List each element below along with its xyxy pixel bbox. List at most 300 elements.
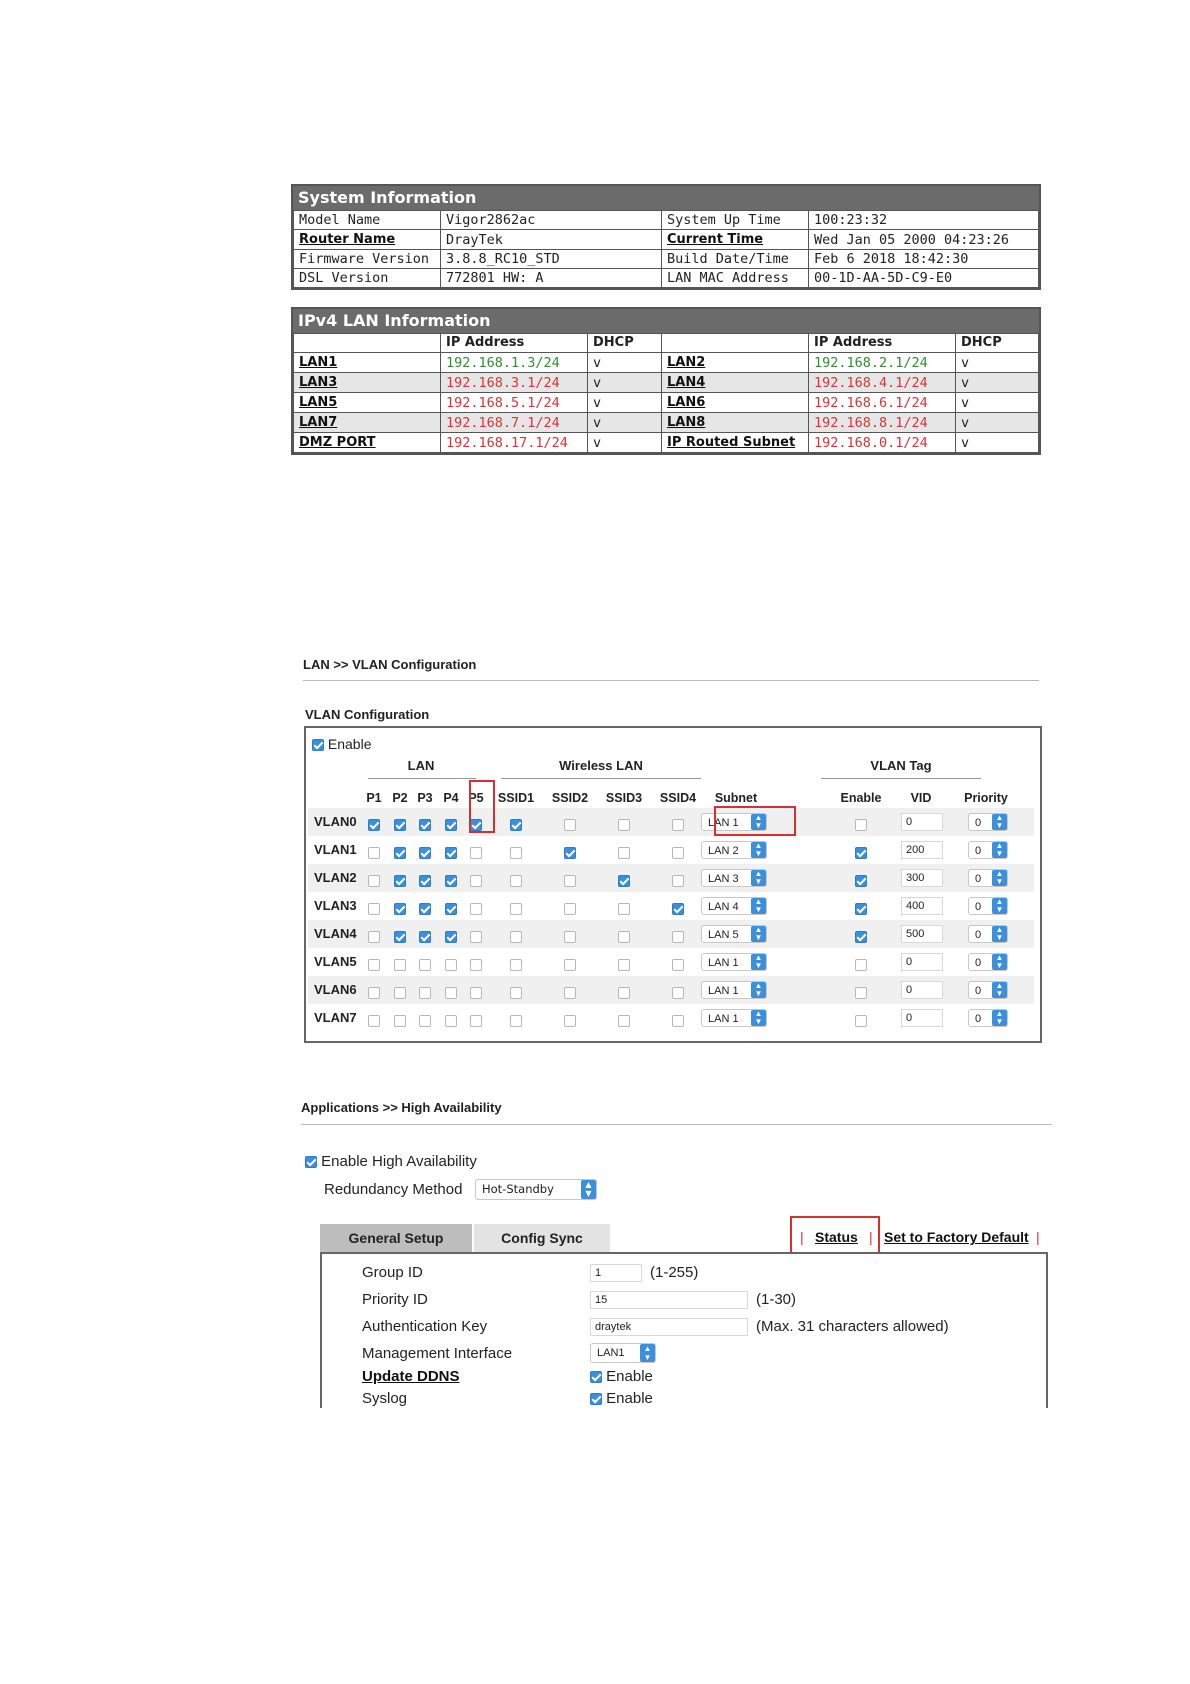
vlan-enable-checkbox[interactable] bbox=[312, 739, 324, 751]
p5-checkbox[interactable] bbox=[470, 903, 482, 915]
ssid4-checkbox[interactable] bbox=[672, 931, 684, 943]
ip-address-header: IP Address bbox=[809, 334, 956, 353]
firmware-version-value: 3.8.8_RC10_STD bbox=[441, 250, 662, 269]
select-arrows-icon: ▲ ▼ bbox=[992, 842, 1007, 858]
ssid2-checkbox[interactable] bbox=[564, 959, 576, 971]
ha-enable-row[interactable] bbox=[305, 1153, 477, 1170]
p3-checkbox[interactable] bbox=[419, 987, 431, 999]
authentication-key-input[interactable]: draytek bbox=[590, 1318, 748, 1336]
vid-input[interactable]: 500 bbox=[901, 925, 943, 943]
ssid2-checkbox[interactable] bbox=[564, 931, 576, 943]
ip-routed-subnet-link[interactable]: IP Routed Subnet bbox=[667, 435, 796, 450]
tab-general-setup[interactable]: General Setup bbox=[320, 1224, 472, 1252]
p5-cell bbox=[470, 1012, 482, 1030]
p3-checkbox[interactable] bbox=[419, 875, 431, 887]
column-header-p3: P3 bbox=[417, 791, 433, 805]
ssid3-checkbox[interactable] bbox=[618, 987, 630, 999]
priority-select[interactable] bbox=[968, 813, 1008, 831]
redundancy-method-label: Redundancy Method bbox=[324, 1181, 463, 1198]
update-ddns-checkbox[interactable] bbox=[590, 1371, 602, 1383]
subnet-select[interactable] bbox=[701, 1009, 767, 1027]
p3-checkbox[interactable] bbox=[419, 819, 431, 831]
p5-cell bbox=[470, 844, 482, 862]
p3-checkbox[interactable] bbox=[419, 903, 431, 915]
p1-cell bbox=[368, 928, 380, 946]
table-row bbox=[308, 808, 1034, 836]
p5-checkbox[interactable] bbox=[470, 931, 482, 943]
vlan-breadcrumb: LAN >> VLAN Configuration bbox=[303, 657, 477, 672]
ssid2-checkbox[interactable] bbox=[564, 903, 576, 915]
select-arrows-icon: ▲ ▼ bbox=[751, 954, 766, 970]
dsl-version-value: 772801 HW: A bbox=[441, 269, 662, 288]
table-row bbox=[294, 250, 1039, 269]
ha-enable-checkbox[interactable] bbox=[305, 1156, 317, 1168]
priority-id-label: Priority ID bbox=[362, 1291, 428, 1308]
ssid2-cell bbox=[564, 900, 576, 918]
vlan-row-label: VLAN2 bbox=[314, 870, 357, 885]
p2-cell bbox=[394, 816, 406, 834]
redundancy-method-select[interactable] bbox=[475, 1179, 597, 1200]
ssid3-checkbox[interactable] bbox=[618, 903, 630, 915]
lan-mac-label: LAN MAC Address bbox=[662, 269, 809, 288]
vlan-row-label: VLAN6 bbox=[314, 982, 357, 997]
p3-cell bbox=[419, 984, 431, 1002]
group-id-hint: (1-255) bbox=[650, 1264, 699, 1281]
authentication-key-label: Authentication Key bbox=[362, 1318, 488, 1335]
tag-enable-cell bbox=[855, 984, 867, 1002]
lan6-link[interactable]: LAN6 bbox=[667, 395, 706, 410]
ssid3-cell bbox=[618, 816, 630, 834]
p2-checkbox[interactable] bbox=[394, 1015, 406, 1027]
tag-enable-checkbox[interactable] bbox=[855, 875, 867, 887]
status-link[interactable]: Status bbox=[815, 1229, 858, 1245]
table-row bbox=[294, 230, 1039, 250]
ssid2-cell bbox=[564, 956, 576, 974]
tag-enable-checkbox[interactable] bbox=[855, 959, 867, 971]
p5-checkbox[interactable] bbox=[470, 987, 482, 999]
select-arrows-icon: ▲ ▼ bbox=[992, 870, 1007, 886]
p4-checkbox[interactable] bbox=[445, 959, 457, 971]
priority-select[interactable] bbox=[968, 981, 1008, 999]
vid-input[interactable]: 0 bbox=[901, 981, 943, 999]
lan-group-label: LAN bbox=[407, 758, 435, 773]
subnet-value: LAN 4 bbox=[708, 901, 739, 913]
syslog-enable-label: Enable bbox=[606, 1390, 653, 1407]
ipv4-lan-information-title: IPv4 LAN Information bbox=[293, 309, 1039, 333]
p1-cell bbox=[368, 956, 380, 974]
subnet-select[interactable] bbox=[701, 925, 767, 943]
p5-cell bbox=[470, 900, 482, 918]
column-header-ssid3: SSID3 bbox=[605, 791, 643, 805]
p1-cell bbox=[368, 1012, 380, 1030]
p4-checkbox[interactable] bbox=[445, 847, 457, 859]
p5-cell bbox=[470, 928, 482, 946]
vlan-enable-row[interactable] bbox=[312, 736, 371, 752]
p2-checkbox[interactable] bbox=[394, 987, 406, 999]
p2-cell bbox=[394, 872, 406, 890]
router-name-link[interactable]: Router Name bbox=[299, 232, 396, 247]
p1-cell bbox=[368, 844, 380, 862]
priority-value: 0 bbox=[975, 929, 982, 941]
tag-enable-cell bbox=[855, 1012, 867, 1030]
p1-checkbox[interactable] bbox=[368, 959, 380, 971]
dsl-version-label: DSL Version bbox=[294, 269, 441, 288]
p1-checkbox[interactable] bbox=[368, 931, 380, 943]
management-interface-value: LAN1 bbox=[597, 1347, 625, 1359]
model-name-label: Model Name bbox=[294, 211, 441, 230]
ssid1-cell bbox=[510, 900, 522, 918]
tag-enable-cell bbox=[855, 844, 867, 862]
ssid3-checkbox[interactable] bbox=[618, 875, 630, 887]
select-arrows-icon: ▲ ▼ bbox=[992, 814, 1007, 830]
subnet-select[interactable] bbox=[701, 841, 767, 859]
vid-input[interactable]: 400 bbox=[901, 897, 943, 915]
update-ddns-field[interactable] bbox=[590, 1368, 653, 1385]
p2-cell bbox=[394, 984, 406, 1002]
p2-checkbox[interactable] bbox=[394, 819, 406, 831]
tag-enable-cell bbox=[855, 928, 867, 946]
subnet-select[interactable] bbox=[701, 981, 767, 999]
p2-checkbox[interactable] bbox=[394, 959, 406, 971]
tag-enable-cell bbox=[855, 872, 867, 890]
ssid4-cell bbox=[672, 816, 684, 834]
p3-cell bbox=[419, 1012, 431, 1030]
ssid4-cell bbox=[672, 928, 684, 946]
lan6-dhcp: v bbox=[956, 393, 1039, 413]
p4-cell bbox=[445, 844, 457, 862]
ssid3-checkbox[interactable] bbox=[618, 959, 630, 971]
p4-cell bbox=[445, 900, 457, 918]
lan3-dhcp: v bbox=[588, 373, 662, 393]
tag-enable-checkbox[interactable] bbox=[855, 1015, 867, 1027]
p4-checkbox[interactable] bbox=[445, 819, 457, 831]
p5-checkbox[interactable] bbox=[470, 819, 482, 831]
ip-routed-subnet-ip: 192.168.0.1/24 bbox=[809, 433, 956, 453]
tag-enable-checkbox[interactable] bbox=[855, 847, 867, 859]
ssid4-checkbox[interactable] bbox=[672, 903, 684, 915]
ssid1-checkbox[interactable] bbox=[510, 819, 522, 831]
select-arrows-icon: ▲ ▼ bbox=[751, 898, 766, 914]
system-information-title: System Information bbox=[293, 186, 1039, 210]
p2-checkbox[interactable] bbox=[394, 903, 406, 915]
vlan-row-label: VLAN7 bbox=[314, 1010, 357, 1025]
divider bbox=[501, 778, 701, 779]
ssid4-checkbox[interactable] bbox=[672, 875, 684, 887]
subnet-select[interactable] bbox=[701, 813, 767, 831]
lan3-ip: 192.168.3.1/24 bbox=[441, 373, 588, 393]
wireless-lan-group-label: Wireless LAN bbox=[559, 758, 643, 773]
subnet-value: LAN 2 bbox=[708, 845, 739, 857]
ssid1-checkbox[interactable] bbox=[510, 959, 522, 971]
priority-select[interactable] bbox=[968, 869, 1008, 887]
tab-config-sync[interactable]: Config Sync bbox=[474, 1224, 610, 1252]
column-header-p5: P5 bbox=[468, 791, 484, 805]
p2-cell bbox=[394, 844, 406, 862]
current-time-link[interactable]: Current Time bbox=[667, 232, 764, 247]
lan4-link[interactable]: LAN4 bbox=[667, 375, 706, 390]
model-name-value: Vigor2862ac bbox=[441, 211, 662, 230]
authentication-key-hint: (Max. 31 characters allowed) bbox=[756, 1318, 949, 1335]
ssid1-cell bbox=[510, 1012, 522, 1030]
management-interface-select[interactable] bbox=[590, 1343, 656, 1363]
p4-cell bbox=[445, 1012, 457, 1030]
p2-cell bbox=[394, 900, 406, 918]
ssid4-cell bbox=[672, 872, 684, 890]
vlan-tag-group-label: VLAN Tag bbox=[870, 758, 932, 773]
ssid1-checkbox[interactable] bbox=[510, 847, 522, 859]
ssid3-checkbox[interactable] bbox=[618, 931, 630, 943]
priority-id-input[interactable]: 15 bbox=[590, 1291, 748, 1309]
p4-checkbox[interactable] bbox=[445, 987, 457, 999]
select-arrows-icon: ▲ ▼ bbox=[751, 870, 766, 886]
select-arrows-icon: ▲ ▼ bbox=[992, 982, 1007, 998]
system-up-time-label: System Up Time bbox=[662, 211, 809, 230]
subnet-value: LAN 1 bbox=[708, 817, 739, 829]
p5-checkbox[interactable] bbox=[470, 959, 482, 971]
p2-checkbox[interactable] bbox=[394, 847, 406, 859]
tag-enable-checkbox[interactable] bbox=[855, 819, 867, 831]
lan2-ip: 192.168.2.1/24 bbox=[809, 353, 956, 373]
ssid2-checkbox[interactable] bbox=[564, 987, 576, 999]
select-arrows-icon: ▲ ▼ bbox=[640, 1344, 655, 1362]
p4-checkbox[interactable] bbox=[445, 875, 457, 887]
ssid4-checkbox[interactable] bbox=[672, 819, 684, 831]
table-row bbox=[294, 353, 1039, 373]
priority-value: 0 bbox=[975, 845, 982, 857]
vid-input[interactable]: 200 bbox=[901, 841, 943, 859]
current-time-value: Wed Jan 05 2000 04:23:26 bbox=[809, 230, 1039, 250]
table-row bbox=[294, 373, 1039, 393]
lan2-link[interactable]: LAN2 bbox=[667, 355, 706, 370]
p1-checkbox[interactable] bbox=[368, 1015, 380, 1027]
ha-general-setup-box bbox=[320, 1252, 1048, 1408]
table-row bbox=[308, 1004, 1034, 1032]
table-row bbox=[308, 976, 1034, 1004]
lan1-dhcp: v bbox=[588, 353, 662, 373]
table-header-row bbox=[294, 334, 1039, 353]
p2-cell bbox=[394, 928, 406, 946]
column-header-vid: VID bbox=[910, 791, 932, 805]
ssid2-checkbox[interactable] bbox=[564, 875, 576, 887]
subnet-select[interactable] bbox=[701, 897, 767, 915]
p1-checkbox[interactable] bbox=[368, 987, 380, 999]
p1-checkbox[interactable] bbox=[368, 903, 380, 915]
ssid1-checkbox[interactable] bbox=[510, 931, 522, 943]
p4-checkbox[interactable] bbox=[445, 931, 457, 943]
ip-address-header: IP Address bbox=[441, 334, 588, 353]
dmz-port-dhcp: v bbox=[588, 433, 662, 453]
lan-mac-value: 00-1D-AA-5D-C9-E0 bbox=[809, 269, 1039, 288]
p3-cell bbox=[419, 900, 431, 918]
column-header-priority: Priority bbox=[964, 791, 1008, 805]
ssid2-cell bbox=[564, 816, 576, 834]
table-row bbox=[308, 836, 1034, 864]
p5-checkbox[interactable] bbox=[470, 1015, 482, 1027]
subnet-value: LAN 1 bbox=[708, 985, 739, 997]
ssid3-cell bbox=[618, 844, 630, 862]
p2-checkbox[interactable] bbox=[394, 931, 406, 943]
ssid3-cell bbox=[618, 872, 630, 890]
vid-input[interactable]: 0 bbox=[901, 813, 943, 831]
syslog-field[interactable] bbox=[590, 1390, 653, 1407]
firmware-version-label: Firmware Version bbox=[294, 250, 441, 269]
column-header-subnet: Subnet bbox=[714, 791, 758, 805]
priority-select[interactable] bbox=[968, 953, 1008, 971]
ssid1-cell bbox=[510, 956, 522, 974]
ssid4-checkbox[interactable] bbox=[672, 1015, 684, 1027]
ssid4-checkbox[interactable] bbox=[672, 847, 684, 859]
p3-cell bbox=[419, 816, 431, 834]
priority-select[interactable] bbox=[968, 841, 1008, 859]
p1-cell bbox=[368, 816, 380, 834]
ssid1-cell bbox=[510, 844, 522, 862]
build-date-label: Build Date/Time bbox=[662, 250, 809, 269]
lan7-dhcp: v bbox=[588, 413, 662, 433]
ssid2-cell bbox=[564, 1012, 576, 1030]
priority-value: 0 bbox=[975, 957, 982, 969]
p2-cell bbox=[394, 956, 406, 974]
ssid1-cell bbox=[510, 872, 522, 890]
lan4-dhcp: v bbox=[956, 373, 1039, 393]
p4-cell bbox=[445, 872, 457, 890]
lan5-link[interactable]: LAN5 bbox=[299, 395, 338, 410]
vlan-enable-label: Enable bbox=[327, 736, 372, 752]
priority-select[interactable] bbox=[968, 1009, 1008, 1027]
p5-checkbox[interactable] bbox=[470, 847, 482, 859]
p1-checkbox[interactable] bbox=[368, 875, 380, 887]
ssid1-cell bbox=[510, 984, 522, 1002]
ssid3-checkbox[interactable] bbox=[618, 1015, 630, 1027]
ssid3-checkbox[interactable] bbox=[618, 819, 630, 831]
dmz-port-link[interactable]: DMZ PORT bbox=[299, 435, 376, 450]
syslog-label: Syslog bbox=[362, 1390, 408, 1407]
vid-input[interactable]: 0 bbox=[901, 1009, 943, 1027]
select-arrows-icon: ▲ ▼ bbox=[992, 898, 1007, 914]
select-arrows-icon: ▲ ▼ bbox=[751, 982, 766, 998]
ipv4-lan-information-panel bbox=[291, 307, 1041, 455]
p3-cell bbox=[419, 956, 431, 974]
p5-cell bbox=[470, 872, 482, 890]
lan3-link[interactable]: LAN3 bbox=[299, 375, 338, 390]
p3-checkbox[interactable] bbox=[419, 959, 431, 971]
dhcp-header: DHCP bbox=[956, 334, 1039, 353]
p5-checkbox[interactable] bbox=[470, 875, 482, 887]
p3-checkbox[interactable] bbox=[419, 847, 431, 859]
ssid4-checkbox[interactable] bbox=[672, 987, 684, 999]
vid-input[interactable]: 300 bbox=[901, 869, 943, 887]
table-row bbox=[294, 433, 1039, 453]
p4-cell bbox=[445, 956, 457, 974]
lan1-link[interactable]: LAN1 bbox=[299, 355, 338, 370]
priority-value: 0 bbox=[975, 985, 982, 997]
ssid1-checkbox[interactable] bbox=[510, 987, 522, 999]
p1-checkbox[interactable] bbox=[368, 847, 380, 859]
vlan-row-label: VLAN3 bbox=[314, 898, 357, 913]
p3-cell bbox=[419, 844, 431, 862]
ssid2-cell bbox=[564, 928, 576, 946]
p3-checkbox[interactable] bbox=[419, 931, 431, 943]
priority-select[interactable] bbox=[968, 925, 1008, 943]
ssid1-checkbox[interactable] bbox=[510, 1015, 522, 1027]
ssid1-checkbox[interactable] bbox=[510, 903, 522, 915]
ha-enable-label: Enable High Availability bbox=[321, 1153, 477, 1170]
lan1-ip: 192.168.1.3/24 bbox=[441, 353, 588, 373]
p4-cell bbox=[445, 984, 457, 1002]
column-header-p1: P1 bbox=[366, 791, 382, 805]
router-name-value: DrayTek bbox=[441, 230, 662, 250]
ssid1-checkbox[interactable] bbox=[510, 875, 522, 887]
p5-cell bbox=[470, 984, 482, 1002]
divider bbox=[368, 778, 476, 779]
vlan-row-label: VLAN4 bbox=[314, 926, 357, 941]
divider bbox=[303, 680, 1039, 681]
build-date-value: Feb 6 2018 18:42:30 bbox=[809, 250, 1039, 269]
ssid3-cell bbox=[618, 956, 630, 974]
ssid4-cell bbox=[672, 900, 684, 918]
syslog-checkbox[interactable] bbox=[590, 1393, 602, 1405]
ssid2-cell bbox=[564, 984, 576, 1002]
column-header-ssid4: SSID4 bbox=[659, 791, 697, 805]
ssid2-cell bbox=[564, 872, 576, 890]
lan7-link[interactable]: LAN7 bbox=[299, 415, 338, 430]
ssid1-cell bbox=[510, 816, 522, 834]
ssid4-cell bbox=[672, 1012, 684, 1030]
lan8-dhcp: v bbox=[956, 413, 1039, 433]
subnet-select[interactable] bbox=[701, 869, 767, 887]
ssid1-cell bbox=[510, 928, 522, 946]
p3-cell bbox=[419, 928, 431, 946]
p1-cell bbox=[368, 872, 380, 890]
p1-checkbox[interactable] bbox=[368, 819, 380, 831]
table-row bbox=[308, 920, 1034, 948]
ssid2-checkbox[interactable] bbox=[564, 847, 576, 859]
tag-enable-checkbox[interactable] bbox=[855, 903, 867, 915]
priority-select[interactable] bbox=[968, 897, 1008, 915]
p4-checkbox[interactable] bbox=[445, 1015, 457, 1027]
ssid4-checkbox[interactable] bbox=[672, 959, 684, 971]
divider bbox=[301, 1124, 1052, 1125]
link-separator: | bbox=[1036, 1229, 1040, 1245]
ssid3-checkbox[interactable] bbox=[618, 847, 630, 859]
select-arrows-icon: ▲ ▼ bbox=[751, 926, 766, 942]
select-arrows-icon: ▲ ▼ bbox=[992, 926, 1007, 942]
priority-value: 0 bbox=[975, 817, 982, 829]
select-arrows-icon: ▲ ▼ bbox=[992, 1010, 1007, 1026]
ha-breadcrumb: Applications >> High Availability bbox=[301, 1100, 502, 1115]
select-arrows-icon: ▲ ▼ bbox=[751, 1010, 766, 1026]
ssid3-cell bbox=[618, 1012, 630, 1030]
ip-routed-subnet-dhcp: v bbox=[956, 433, 1039, 453]
set-to-factory-default-link[interactable]: Set to Factory Default bbox=[884, 1229, 1029, 1245]
tag-enable-checkbox[interactable] bbox=[855, 987, 867, 999]
update-ddns-link[interactable]: Update DDNS bbox=[362, 1368, 460, 1385]
vlan-section-title: VLAN Configuration bbox=[305, 707, 430, 722]
vid-input[interactable]: 0 bbox=[901, 953, 943, 971]
group-id-input[interactable]: 1 bbox=[590, 1264, 642, 1282]
p2-checkbox[interactable] bbox=[394, 875, 406, 887]
ssid2-checkbox[interactable] bbox=[564, 819, 576, 831]
p4-checkbox[interactable] bbox=[445, 903, 457, 915]
tag-enable-cell bbox=[855, 956, 867, 974]
lan8-link[interactable]: LAN8 bbox=[667, 415, 706, 430]
ssid3-cell bbox=[618, 928, 630, 946]
lan5-dhcp: v bbox=[588, 393, 662, 413]
tag-enable-checkbox[interactable] bbox=[855, 931, 867, 943]
management-interface-label: Management Interface bbox=[362, 1345, 513, 1362]
ssid2-checkbox[interactable] bbox=[564, 1015, 576, 1027]
p3-checkbox[interactable] bbox=[419, 1015, 431, 1027]
subnet-select[interactable] bbox=[701, 953, 767, 971]
